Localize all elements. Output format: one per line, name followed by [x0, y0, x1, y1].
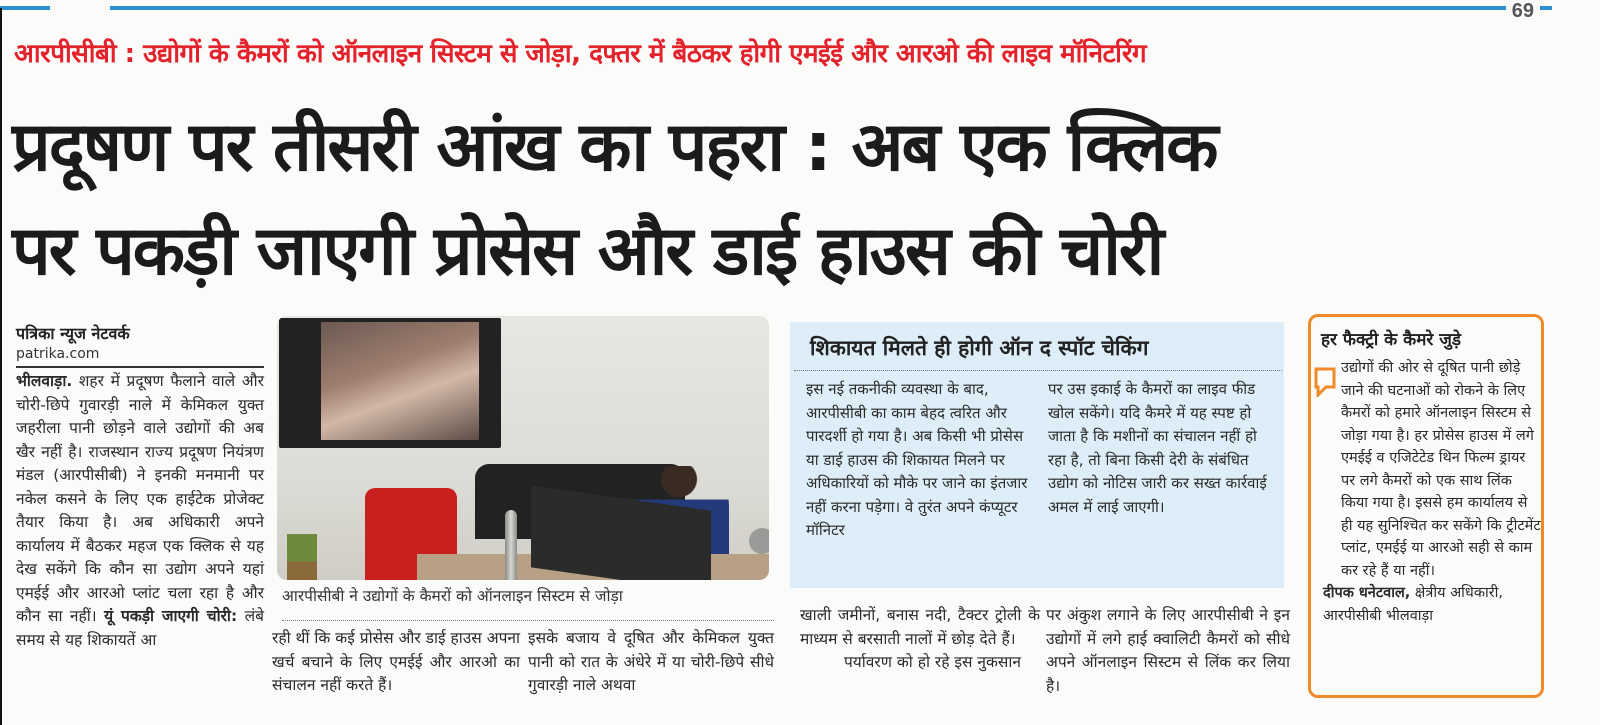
blue-box-rule — [794, 370, 1282, 371]
speaker-name: दीपक धनेटवाल, — [1323, 585, 1411, 601]
dateline: भीलवाड़ा. — [16, 372, 73, 390]
quote-box — [1308, 314, 1544, 698]
byline-name: पत्रिका न्यूज नेटवर्क — [16, 324, 130, 343]
blue-box-column-2: पर उस इकाई के कैमरों का लाइव फीड खोल सकेंगे। यदि कैमरे में यह स्पष्ट हो जाता है कि मशीनों का संचालन नहीं हो रहा है, तो बिना किसी देरी के संबंधित उद्योग को नोटिस जारी कर सख्त कार्रवाई अमल में लाई जाएगी। — [1048, 380, 1267, 516]
column-4-text: खाली जमीनों, बनास नदी, टैक्टर ट्रोली के माध्यम से बरसाती नालों में छोड़ देते हैं। — [800, 606, 1040, 648]
photo-plant — [287, 534, 317, 580]
article-column-4 — [800, 604, 1040, 675]
article-column-3: इसके बजाय वे दूषित और केमिकल युक्त पानी को रात के अंधेरे में या चोरी-छिपे सीधे गुवारड़ी नाले अथवा — [528, 629, 774, 694]
page-number: 69 — [1506, 0, 1540, 23]
column-1-text: शहर में प्रदूषण फैलाने वाले और चोरी-छिपे गुवारड़ी नाले में केमिकल युक्त जहरीला पानी छोड़ने वाले उद्योगों की अब खैर नहीं है। राजस्थान राज्य प्रदूषण नियंत्रण मंडल (आरपीसीबी) ने इनकी मनमानी पर नकेल कसने के लिए एक हाईटेक प्रोजेक्ट तैयार किया है। अब अधिकारी अपने कार्यालय में बैठकर महज एक क्लिक से यह देख सकेंगे कि कौन सा उद्योग अपने यहां एमईई और आरओ प्लांट चला रहा है और कौन सा नहीं। — [16, 372, 264, 625]
quote-attribution — [1323, 585, 1503, 624]
top-rule-gap — [50, 2, 110, 12]
speaker-title: क्षेत्रीय अधिकारी, आरपीसीबी भीलवाड़ा — [1323, 585, 1504, 624]
photo-caption: आरपीसीबी ने उद्योगों के कैमरों को ऑनलाइन सिस्टम से जोड़ा — [282, 587, 623, 605]
caption-rule — [282, 620, 774, 621]
byline-site: patrika.com — [16, 346, 100, 362]
photo-tv — [279, 318, 501, 448]
blue-box-title: शिकायत मिलते ही होगी ऑन द स्पॉट चेकिंग — [810, 336, 1149, 360]
kicker-headline: आरपीसीबी : उद्योगों के कैमरों को ऑनलाइन सिस्टम से जोड़ा, दफ्तर में बैठकर होगी एमईई और आरओ की लाइव मॉनिटरिंग — [14, 39, 1147, 69]
column-4-para-2: पर्यावरण को हो रहे इस नुकसान — [844, 653, 1022, 671]
headline-line-2: पर पकड़ी जाएगी प्रोसेस और डाई हाउस की चोरी — [12, 212, 1163, 291]
article-column-1 — [16, 370, 264, 652]
photo-bottle — [505, 510, 517, 580]
column-1-tail: लंबे समय से यह शिकायतें आ — [16, 607, 264, 649]
top-rule — [0, 6, 1552, 10]
subhead: यूं पकड़ी जाएगी चोरी: — [104, 607, 238, 625]
blue-box-column-1: इस नई तकनीकी व्यवस्था के बाद, आरपीसीबी का काम बेहद त्वरित और पारदर्शी हो गया है। अब किसी भी प्रोसेस या डाई हाउस की शिकायत मिलने पर अधिकारियों को मौके पर जाने का इंतजार नहीं करना पड़ेगा। वे तुरंत अपने कंप्यूटर मॉनिटर — [806, 380, 1028, 539]
quote-box-title: हर फैक्ट्री के कैमरे जुड़े — [1321, 330, 1461, 350]
photo-tv-screen — [321, 322, 479, 440]
byline — [16, 322, 130, 362]
article-column-5: पर अंकुश लगाने के लिए आरपीसीबी ने इन उद्योगों में लगे हाई क्वालिटी कैमरों को सीधे अपने ऑनलाइन सिस्टम से लिंक कर लिया है। — [1046, 606, 1290, 695]
sidebar-box-blue — [790, 322, 1284, 588]
byline-rule — [16, 366, 264, 368]
photo-webcam — [749, 528, 769, 554]
headline-line-1: प्रदूषण पर तीसरी आंख का पहरा : अब एक क्लिक — [12, 108, 1217, 187]
article-column-2: रही थीं कि कई प्रोसेस और डाई हाउस अपना खर्च बचाने के लिए एमईई और आरओ का संचालन नहीं करते हैं। — [272, 629, 520, 694]
quote-text: उद्योगों की ओर से दूषित पानी छोड़े जाने की घटनाओं को रोकने के लिए कैमरों को हमारे ऑनलाइन सिस्टम से जोड़ा गया है। हर प्रोसेस हाउस में लगे एमईई व एजिटेटेड थिन फिल्म ड्रायर पर लगे कैमरों को एक साथ लिंक किया गया है। इससे हम कार्यालय से ही यह सुनिश्चित कर सकेंगे कि ट्रीटमेंट प्लांट, एमईई या आरओ सही से काम कर रहे हैं या नहीं। — [1341, 360, 1541, 579]
page-left-border — [0, 8, 2, 725]
quote-body — [1323, 357, 1541, 627]
main-headline — [12, 96, 1592, 304]
article-photo — [277, 316, 769, 580]
